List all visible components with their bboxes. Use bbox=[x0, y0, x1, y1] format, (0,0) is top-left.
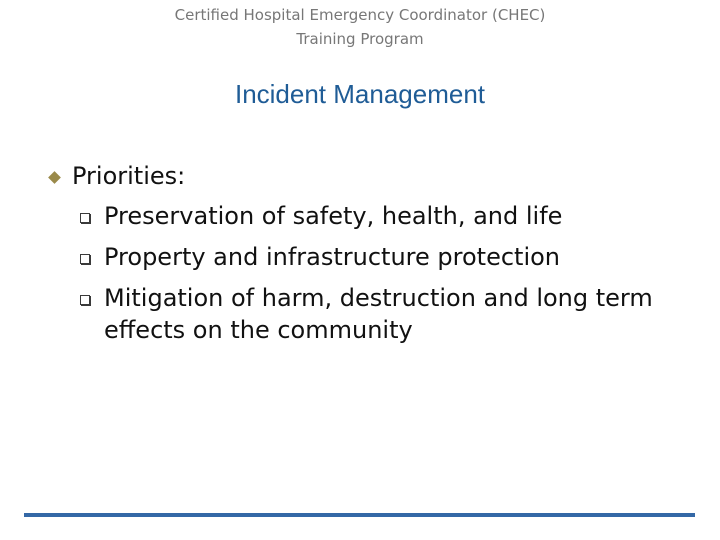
priorities-list bbox=[80, 200, 700, 346]
checkbox-square-icon bbox=[80, 295, 90, 305]
list-item-text: Property and infrastructure protection bbox=[104, 243, 561, 271]
priorities-label: Priorities: bbox=[72, 162, 186, 190]
diamond-bullet-icon bbox=[48, 171, 61, 184]
list-item-text: Preservation of safety, health, and life bbox=[104, 202, 563, 230]
list-item bbox=[80, 200, 700, 232]
checkbox-square-icon bbox=[80, 254, 90, 264]
program-header-line2: Training Program bbox=[296, 30, 424, 48]
slide-title: Incident Management bbox=[234, 79, 486, 109]
list-item bbox=[80, 241, 700, 273]
footer-divider bbox=[24, 513, 695, 517]
list-item-text: Mitigation of harm, destruction and long term effects on the community bbox=[104, 284, 653, 344]
list-item bbox=[80, 282, 700, 346]
program-header bbox=[0, 3, 720, 51]
program-header-line1: Certified Hospital Emergency Coordinator (CHEC) bbox=[174, 6, 546, 24]
checkbox-square-icon bbox=[80, 213, 90, 223]
